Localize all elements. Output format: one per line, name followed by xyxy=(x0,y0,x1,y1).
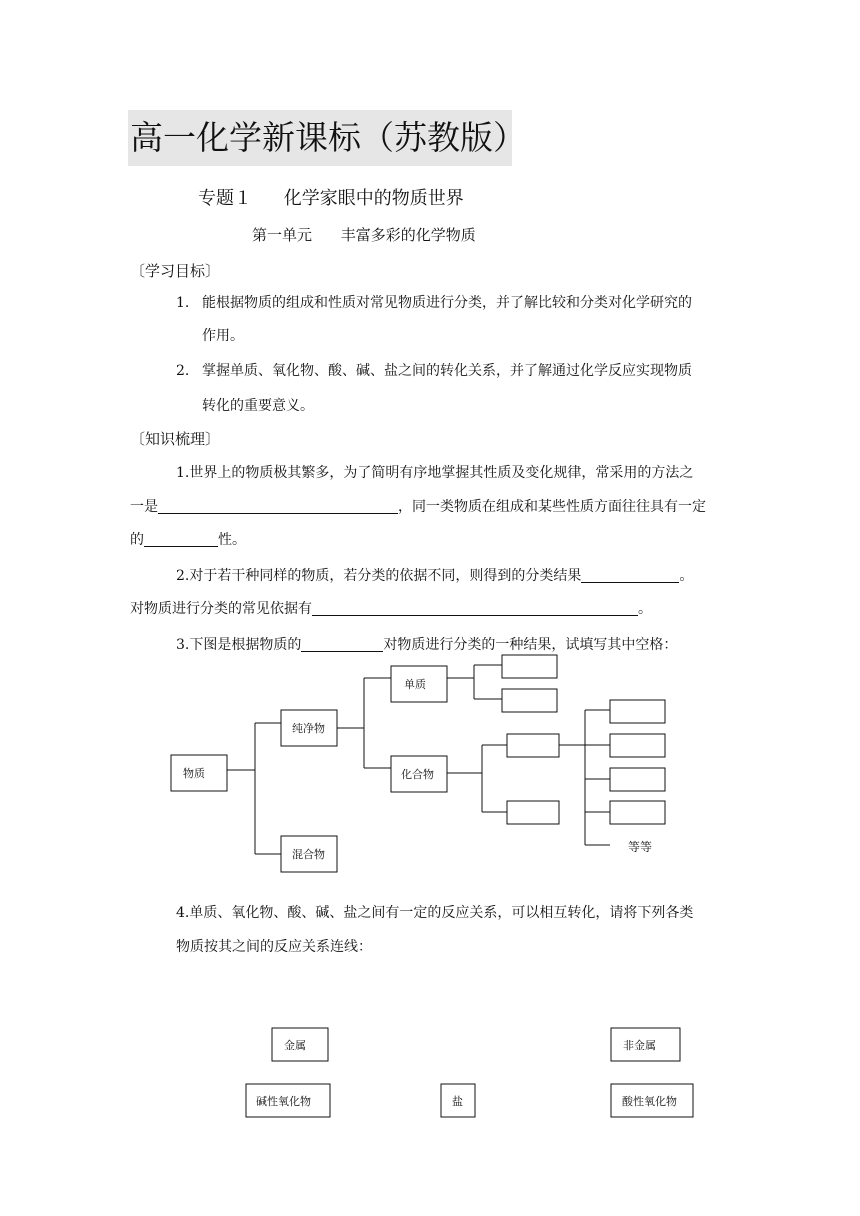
q2-text: 。 xyxy=(679,568,694,584)
blank-box[interactable] xyxy=(610,801,665,824)
objectives-heading: 〔学习目标〕 xyxy=(130,262,221,280)
objective-item-1-cont: 作用。 xyxy=(202,328,244,344)
acidic-oxide-label: 酸性氧化物 xyxy=(622,1095,677,1108)
knowledge-heading: 〔知识梳理〕 xyxy=(130,430,221,448)
etc-label: 等等 xyxy=(628,840,653,854)
mixture-label: 混合物 xyxy=(292,848,325,861)
blank-box[interactable] xyxy=(610,734,665,757)
blank-box[interactable] xyxy=(610,768,665,791)
q1-text: 的 xyxy=(130,532,144,548)
blank-box[interactable] xyxy=(502,655,557,678)
q3-text: 3.下图是根据物质的 xyxy=(176,637,302,653)
blank-box[interactable] xyxy=(507,801,559,824)
q2-text: 。 xyxy=(638,601,652,617)
q1-line-1: 1.世界上的物质极其繁多，为了简明有序地掌握其性质及变化规律，常采用的方法之 xyxy=(176,465,694,481)
q2-text: 2.对于若干种同样的物质，若分类的依据不同，则得到的分类结果 xyxy=(176,568,582,584)
objective-text: 掌握单质、氧化物、酸、碱、盐之间的转化关系，并了解通过化学反应实现物质 xyxy=(202,363,692,379)
root-label: 物质 xyxy=(183,767,205,780)
nonmetal-label: 非金属 xyxy=(623,1039,656,1052)
q3-text: 对物质进行分类的一种结果，试填写其中空格： xyxy=(383,637,678,653)
q1-text: 性。 xyxy=(218,532,246,548)
blank-box[interactable] xyxy=(610,700,665,723)
unit-number: 第一单元 xyxy=(252,226,313,244)
salt-label: 盐 xyxy=(452,1095,463,1108)
chapter-title: 化学家眼中的物质世界 xyxy=(283,188,464,209)
metal-label: 金属 xyxy=(284,1039,306,1052)
blank-box[interactable] xyxy=(502,689,557,712)
unit-title: 丰富多彩的化学物质 xyxy=(340,226,476,244)
page-title: 高一化学新课标（苏教版） xyxy=(128,110,512,166)
chapter-number: 专题１ xyxy=(198,188,252,209)
compound-label: 化合物 xyxy=(401,768,434,781)
element-label: 单质 xyxy=(404,678,426,691)
q4-line-1: 4.单质、氧化物、酸、碱、盐之间有一定的反应关系，可以相互转化，请将下列各类 xyxy=(176,905,694,921)
q4-line-2: 物质按其之间的反应关系连线： xyxy=(176,939,372,955)
objective-number: 1. xyxy=(176,295,190,311)
pure-label: 纯净物 xyxy=(292,722,325,735)
q1-text: 一是 xyxy=(130,499,158,515)
objective-item-2-cont: 转化的重要意义。 xyxy=(202,398,314,414)
q2-text: 对物质进行分类的常见依据有 xyxy=(130,601,312,617)
q1-text: ，同一类物质在组成和某些性质方面往往具有一定 xyxy=(398,499,706,515)
objective-number: 2. xyxy=(176,363,190,379)
blank-box[interactable] xyxy=(507,734,559,757)
objective-text: 能根据物质的组成和性质对常见物质进行分类，并了解比较和分类对化学研究的 xyxy=(202,295,692,311)
basic-oxide-label: 碱性氧化物 xyxy=(256,1095,311,1108)
